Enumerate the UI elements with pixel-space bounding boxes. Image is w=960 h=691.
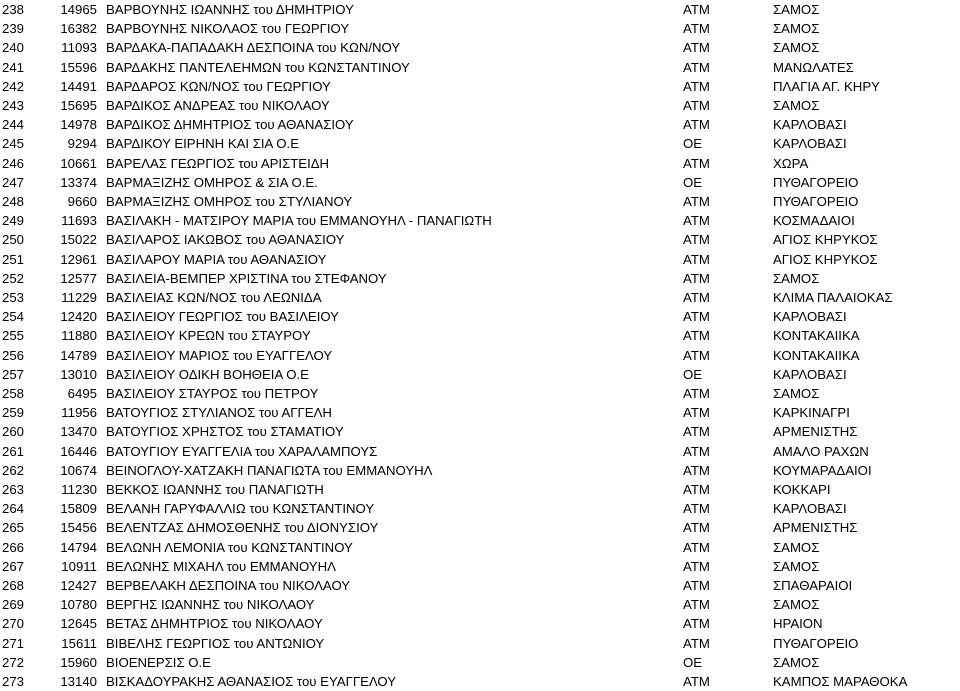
- entity-type: ΑΤΜ: [683, 405, 710, 421]
- entity-name: ΒΑΣΙΛΕΙΟΥ ΜΑΡΙΟΣ του ΕΥΑΓΓΕΛΟΥ: [106, 347, 333, 363]
- table-row: [0, 19, 960, 38]
- registry-code: 15960: [60, 654, 97, 670]
- registry-code: 12961: [60, 251, 97, 267]
- entity-name: ΒΑΡΒΟΥΝΗΣ ΙΩΑΝΝΗΣ του ΔΗΜΗΤΡΙΟΥ: [106, 2, 354, 17]
- entity-type: ΑΤΜ: [683, 78, 710, 94]
- table-row: [0, 595, 960, 614]
- row-number: 267: [2, 558, 25, 574]
- entity-name: ΒΑΣΙΛΑΚΗ - ΜΑΤΣΙΡΟΥ ΜΑΡΙΑ του ΕΜΜΑΝΟΥΗΛ - ΠΑΝΑΓΙΩΤΗ: [106, 213, 492, 229]
- entity-name: ΒΑΡΔΑΚΑ-ΠΑΠΑΔΑΚΗ ΔΕΣΠΟΙΝΑ του ΚΩΝ/ΝΟΥ: [106, 40, 401, 56]
- entity-name: ΒΕΡΒΕΛΑΚΗ ΔΕΣΠΟΙΝΑ του ΝΙΚΟΛΑΟΥ: [106, 578, 351, 593]
- location: ΚΑΡΛΟΒΑΣΙ: [773, 309, 847, 325]
- entity-name: ΒΙΟΕΝΕΡΣΙΣ Ο.Ε: [106, 654, 211, 670]
- location: ΑΜΑΛΟ ΡΑΧΩΝ: [773, 443, 869, 459]
- entity-type: ΑΤΜ: [683, 213, 710, 229]
- row-number: 261: [2, 443, 25, 459]
- table-row: [0, 384, 960, 403]
- row-number: 246: [2, 155, 25, 171]
- row-number: 243: [2, 98, 25, 113]
- row-number: 239: [2, 21, 25, 37]
- entity-name: ΒΑΡΕΛΑΣ ΓΕΩΡΓΙΟΣ του ΑΡΙΣΤΕΙΔΗ: [106, 155, 330, 171]
- row-number: 260: [2, 424, 25, 440]
- location: ΚΑΡΛΟΒΑΣΙ: [773, 136, 847, 152]
- row-number: 244: [2, 117, 25, 133]
- row-number: 269: [2, 597, 25, 613]
- entity-type: ΑΤΜ: [683, 443, 710, 459]
- row-number: 259: [2, 405, 25, 421]
- entity-type: ΑΤΜ: [683, 520, 710, 536]
- entity-name: ΒΑΤΟΥΓΙΟΥ ΕΥΑΓΓΕΛΙΑ του ΧΑΡΑΛΑΜΠΟΥΣ: [106, 443, 378, 459]
- table-row: [0, 96, 960, 115]
- registry-code: 12577: [60, 270, 97, 286]
- registry-code: 15456: [60, 520, 97, 536]
- registry-code: 11093: [61, 40, 97, 56]
- registry-code: 9294: [67, 136, 97, 152]
- entity-name: ΒΑΣΙΛΕΙΑ-ΒΕΜΠΕΡ ΧΡΙΣΤΙΝΑ του ΣΤΕΦΑΝΟΥ: [106, 270, 387, 286]
- entity-name: ΒΙΣΚΑΔΟΥΡΑΚΗΣ ΑΘΑΝΑΣΙΟΣ του ΕΥΑΓΓΕΛΟΥ: [106, 674, 397, 689]
- entity-type: ΑΤΜ: [683, 290, 710, 305]
- registry-code: 13374: [60, 174, 97, 190]
- table-row: [0, 58, 960, 77]
- row-number: 264: [2, 501, 25, 517]
- entity-type: ΑΤΜ: [683, 21, 710, 37]
- row-number: 256: [2, 347, 25, 363]
- table-row: [0, 230, 960, 249]
- entity-type: ΑΤΜ: [683, 482, 710, 497]
- table-row: [0, 115, 960, 134]
- table-row: [0, 403, 960, 422]
- registry-code: 11693: [61, 213, 97, 229]
- entity-name: ΒΑΡΔΙΚΟΣ ΑΝΔΡΕΑΣ του ΝΙΚΟΛΑΟΥ: [106, 98, 330, 113]
- location: ΣΑΜΟΣ: [773, 21, 820, 37]
- registry-code: 14978: [60, 117, 97, 133]
- entity-name: ΒΑΡΜΑΞΙΖΗΣ ΟΜΗΡΟΣ & ΣΙΑ Ο.Ε.: [106, 174, 318, 190]
- entity-name: ΒΑΡΒΟΥΝΗΣ ΝΙΚΟΛΑΟΣ του ΓΕΩΡΓΙΟΥ: [106, 21, 350, 37]
- row-number: 271: [2, 635, 25, 651]
- location: ΚΑΡΛΟΒΑΣΙ: [773, 366, 847, 382]
- entity-type: ΑΤΜ: [683, 309, 710, 325]
- registry-code: 15022: [60, 232, 97, 248]
- registry-code: 10661: [60, 155, 97, 171]
- table-row: [0, 518, 960, 537]
- registry-code: 13010: [60, 366, 97, 382]
- table-row: [0, 461, 960, 480]
- table-row: [0, 192, 960, 211]
- row-number: 238: [2, 2, 25, 17]
- registry-code: 12645: [60, 616, 97, 632]
- table-row: [0, 557, 960, 576]
- entity-type: ΑΤΜ: [683, 232, 710, 248]
- location: ΣΑΜΟΣ: [773, 2, 820, 17]
- location: ΚΑΡΛΟΒΑΣΙ: [773, 117, 847, 133]
- table-row: [0, 173, 960, 192]
- entity-type: ΑΤΜ: [683, 424, 710, 440]
- row-number: 248: [2, 194, 25, 209]
- location: ΚΟΥΜΑΡΑΔΑΙΟΙ: [773, 462, 872, 478]
- location: ΚΑΡΛΟΒΑΣΙ: [773, 501, 847, 517]
- location: ΚΑΜΠΟΣ ΜΑΡΑΘΟΚΑ: [773, 674, 908, 689]
- table-row: [0, 250, 960, 269]
- registry-code: 10780: [60, 597, 97, 613]
- table-row: [0, 154, 960, 173]
- location: ΣΑΜΟΣ: [773, 558, 820, 574]
- entity-name: ΒΕΤΑΣ ΔΗΜΗΤΡΙΟΣ του ΝΙΚΟΛΑΟΥ: [106, 616, 323, 632]
- entity-type: ΑΤΜ: [683, 616, 710, 632]
- entity-name: ΒΕΙΝΟΓΛΟΥ-ΧΑΤΖΑΚΗ ΠΑΝΑΓΙΩΤΑ του ΕΜΜΑΝΟΥΗΛ: [106, 462, 433, 478]
- entity-name: ΒΕΛΕΝΤΖΑΣ ΔΗΜΟΣΘΕΝΗΣ του ΔΙΟΝΥΣΙΟΥ: [106, 520, 379, 536]
- registry-code: 15809: [60, 501, 97, 517]
- location: ΚΛΙΜΑ ΠΑΛΑΙΟΚΑΣ: [773, 290, 893, 305]
- registry-code: 11229: [61, 290, 97, 305]
- table-row: [0, 288, 960, 307]
- table-row: [0, 211, 960, 230]
- table-row: [0, 653, 960, 672]
- registry-code: 13470: [60, 424, 97, 440]
- entity-name: ΒΑΣΙΛΑΡΟΣ ΙΑΚΩΒΟΣ του ΑΘΑΝΑΣΙΟΥ: [106, 232, 345, 248]
- location: ΑΡΜΕΝΙΣΤΗΣ: [773, 424, 858, 440]
- entity-name: ΒΑΣΙΛΕΙΟΥ ΣΤΑΥΡΟΣ του ΠΕΤΡΟΥ: [106, 386, 319, 401]
- table-row: [0, 614, 960, 633]
- location: ΣΑΜΟΣ: [773, 597, 820, 613]
- entity-name: ΒΑΣΙΛΕΙΟΥ ΟΔΙΚΗ ΒΟΗΘΕΙΑ Ο.Ε: [106, 366, 309, 382]
- entity-name: ΒΑΡΔΙΚΟΥ ΕΙΡΗΝΗ ΚΑΙ ΣΙΑ Ο.Ε: [106, 136, 299, 152]
- row-number: 258: [2, 386, 25, 401]
- table-row: [0, 422, 960, 441]
- registry-code: 15596: [60, 59, 97, 75]
- table-row: [0, 576, 960, 595]
- registry-code: 13140: [60, 674, 97, 689]
- table-row: [0, 480, 960, 499]
- row-number: 252: [2, 270, 25, 286]
- table-row: [0, 269, 960, 288]
- entity-type: ΑΤΜ: [683, 501, 710, 517]
- row-number: 245: [2, 136, 25, 152]
- entity-name: ΒΑΤΟΥΓΙΟΣ ΣΤΥΛΙΑΝΟΣ του ΑΓΓΕΛΗ: [106, 405, 332, 421]
- row-number: 263: [2, 482, 25, 497]
- entity-type: ΑΤΜ: [683, 270, 710, 286]
- row-number: 247: [2, 174, 25, 190]
- entity-type: ΑΤΜ: [683, 117, 710, 133]
- row-number: 250: [2, 232, 25, 248]
- entity-name: ΒΑΤΟΥΓΙΟΣ ΧΡΗΣΤΟΣ του ΣΤΑΜΑΤΙΟΥ: [106, 424, 344, 440]
- location: ΣΑΜΟΣ: [773, 98, 820, 113]
- row-number: 240: [2, 40, 25, 56]
- registry-code: 16446: [60, 443, 97, 459]
- entity-name: ΒΕΡΓΗΣ ΙΩΑΝΝΗΣ του ΝΙΚΟΛΑΟΥ: [106, 597, 315, 613]
- row-number: 272: [2, 654, 25, 670]
- location: ΠΛΑΓΙΑ ΑΓ. ΚΗΡΥ: [773, 78, 880, 94]
- location: ΚΑΡΚΙΝΑΓΡΙ: [773, 405, 850, 421]
- location: ΣΑΜΟΣ: [773, 386, 820, 401]
- registry-code: 15611: [61, 635, 97, 651]
- row-number: 273: [2, 674, 25, 689]
- registry-code: 10674: [60, 462, 97, 478]
- entity-type: ΑΤΜ: [683, 2, 710, 17]
- entity-type: ΟΕ: [683, 366, 703, 382]
- entity-type: ΑΤΜ: [683, 674, 710, 689]
- entity-name: ΒΙΒΕΛΗΣ ΓΕΩΡΓΙΟΣ του ΑΝΤΩΝΙΟΥ: [106, 635, 325, 651]
- registry-code: 14789: [60, 347, 97, 363]
- entity-type: ΟΕ: [683, 654, 703, 670]
- entity-name: ΒΕΛΑΝΗ ΓΑΡΥΦΑΛΛΙΩ του ΚΩΝΣΤΑΝΤΙΝΟΥ: [106, 501, 375, 517]
- entity-name: ΒΑΡΜΑΞΙΖΗΣ ΟΜΗΡΟΣ του ΣΤΥΛΙΑΝΟΥ: [106, 194, 353, 209]
- entity-name: ΒΕΚΚΟΣ ΙΩΑΝΝΗΣ του ΠΑΝΑΓΙΩΤΗ: [106, 482, 324, 497]
- entity-type: ΑΤΜ: [683, 578, 710, 593]
- entity-type: ΑΤΜ: [683, 558, 710, 574]
- entity-type: ΑΤΜ: [683, 59, 710, 75]
- registry-code: 15695: [60, 98, 97, 113]
- row-number: 255: [2, 328, 25, 344]
- table-row: [0, 134, 960, 153]
- entity-type: ΑΤΜ: [683, 635, 710, 651]
- entity-type: ΟΕ: [683, 174, 703, 190]
- entity-type: ΑΤΜ: [683, 597, 710, 613]
- entity-type: ΑΤΜ: [683, 98, 710, 113]
- table-row: [0, 672, 960, 691]
- table-row: [0, 77, 960, 96]
- entity-name: ΒΑΣΙΛΕΙΑΣ ΚΩΝ/ΝΟΣ του ΛΕΩΝΙΔΑ: [106, 290, 322, 305]
- entity-name: ΒΑΡΔΑΚΗΣ ΠΑΝΤΕΛΕΗΜΩΝ του ΚΩΝΣΤΑΝΤΙΝΟΥ: [106, 59, 410, 75]
- location: ΑΡΜΕΝΙΣΤΗΣ: [773, 520, 858, 536]
- table-row: [0, 326, 960, 345]
- entity-name: ΒΕΛΩΝΗ ΛΕΜΟΝΙΑ του ΚΩΝΣΤΑΝΤΙΝΟΥ: [106, 539, 353, 555]
- row-number: 241: [2, 59, 25, 75]
- row-number: 254: [2, 309, 25, 325]
- row-number: 266: [2, 539, 25, 555]
- entity-type: ΑΤΜ: [683, 40, 710, 56]
- table-row: [0, 0, 960, 19]
- location: ΠΥΘΑΓΟΡΕΙΟ: [773, 635, 859, 651]
- entity-type: ΑΤΜ: [683, 251, 710, 267]
- entity-type: ΑΤΜ: [683, 462, 710, 478]
- location: ΣΑΜΟΣ: [773, 654, 820, 670]
- entity-type: ΑΤΜ: [683, 386, 710, 401]
- row-number: 242: [2, 78, 25, 94]
- entity-type: ΟΕ: [683, 136, 703, 152]
- table-row: [0, 38, 960, 57]
- registry-code: 6495: [67, 386, 97, 401]
- location: ΚΟΣΜΑΔΑΙΟΙ: [773, 213, 855, 229]
- row-number: 270: [2, 616, 25, 632]
- location: ΣΑΜΟΣ: [773, 539, 820, 555]
- location: ΠΥΘΑΓΟΡΕΙΟ: [773, 194, 859, 209]
- location: ΚΟΚΚΑΡΙ: [773, 482, 831, 497]
- location: ΗΡΑΙΟΝ: [773, 616, 823, 632]
- entity-name: ΒΑΡΔΙΚΟΣ ΔΗΜΗΤΡΙΟΣ του ΑΘΑΝΑΣΙΟΥ: [106, 117, 354, 133]
- table-row: [0, 346, 960, 365]
- location: ΜΑΝΩΛΑΤΕΣ: [773, 59, 854, 75]
- location: ΑΓΙΟΣ ΚΗΡΥΚΟΣ: [773, 251, 878, 267]
- entity-name: ΒΑΣΙΛΕΙΟΥ ΓΕΩΡΓΙΟΣ του ΒΑΣΙΛΕΙΟΥ: [106, 309, 339, 325]
- location: ΧΩΡΑ: [773, 155, 809, 171]
- registry-code: 16382: [60, 21, 97, 37]
- registry-code: 11230: [61, 482, 97, 497]
- row-number: 251: [2, 251, 25, 267]
- registry-code: 14491: [60, 78, 97, 94]
- row-number: 265: [2, 520, 25, 536]
- entity-name: ΒΑΡΔΑΡΟΣ ΚΩΝ/ΝΟΣ του ΓΕΩΡΓΙΟΥ: [106, 78, 331, 94]
- registry-code: 11880: [61, 328, 97, 344]
- registry-code: 14965: [60, 2, 97, 17]
- row-number: 249: [2, 213, 25, 229]
- registry-code: 9660: [67, 194, 97, 209]
- entity-type: ΑΤΜ: [683, 539, 710, 555]
- entity-name: ΒΑΣΙΛΑΡΟΥ ΜΑΡΙΑ του ΑΘΑΝΑΣΙΟΥ: [106, 251, 327, 267]
- registry-code: 14794: [60, 539, 97, 555]
- row-number: 268: [2, 578, 25, 593]
- location: ΚΟΝΤΑΚΑΙΙΚΑ: [773, 328, 860, 344]
- entity-type: ΑΤΜ: [683, 194, 710, 209]
- entity-type: ΑΤΜ: [683, 155, 710, 171]
- row-number: 253: [2, 290, 25, 305]
- row-number: 262: [2, 462, 25, 478]
- table-row: [0, 365, 960, 384]
- registry-code: 12427: [60, 578, 97, 593]
- entity-name: ΒΑΣΙΛΕΙΟΥ ΚΡΕΩΝ του ΣΤΑΥΡΟΥ: [106, 328, 311, 344]
- row-number: 257: [2, 366, 25, 382]
- registry-code: 12420: [60, 309, 97, 325]
- table-row: [0, 499, 960, 518]
- registry-code: 10911: [61, 558, 97, 574]
- table-row: [0, 538, 960, 557]
- location: ΠΥΘΑΓΟΡΕΙΟ: [773, 174, 859, 190]
- table-row: [0, 634, 960, 653]
- entity-type: ΑΤΜ: [683, 347, 710, 363]
- location: ΣΑΜΟΣ: [773, 40, 820, 56]
- location: ΣΠΑΘΑΡΑΙΟΙ: [773, 578, 853, 593]
- entity-name: ΒΕΛΩΝΗΣ ΜΙΧΑΗΛ του ΕΜΜΑΝΟΥΗΛ: [106, 558, 336, 574]
- location: ΣΑΜΟΣ: [773, 270, 820, 286]
- registry-code: 11956: [61, 405, 97, 421]
- entity-type: ΑΤΜ: [683, 328, 710, 344]
- table-row: [0, 307, 960, 326]
- location: ΚΟΝΤΑΚΑΙΙΚΑ: [773, 347, 860, 363]
- table-row: [0, 442, 960, 461]
- location: ΑΓΙΟΣ ΚΗΡΥΚΟΣ: [773, 232, 878, 248]
